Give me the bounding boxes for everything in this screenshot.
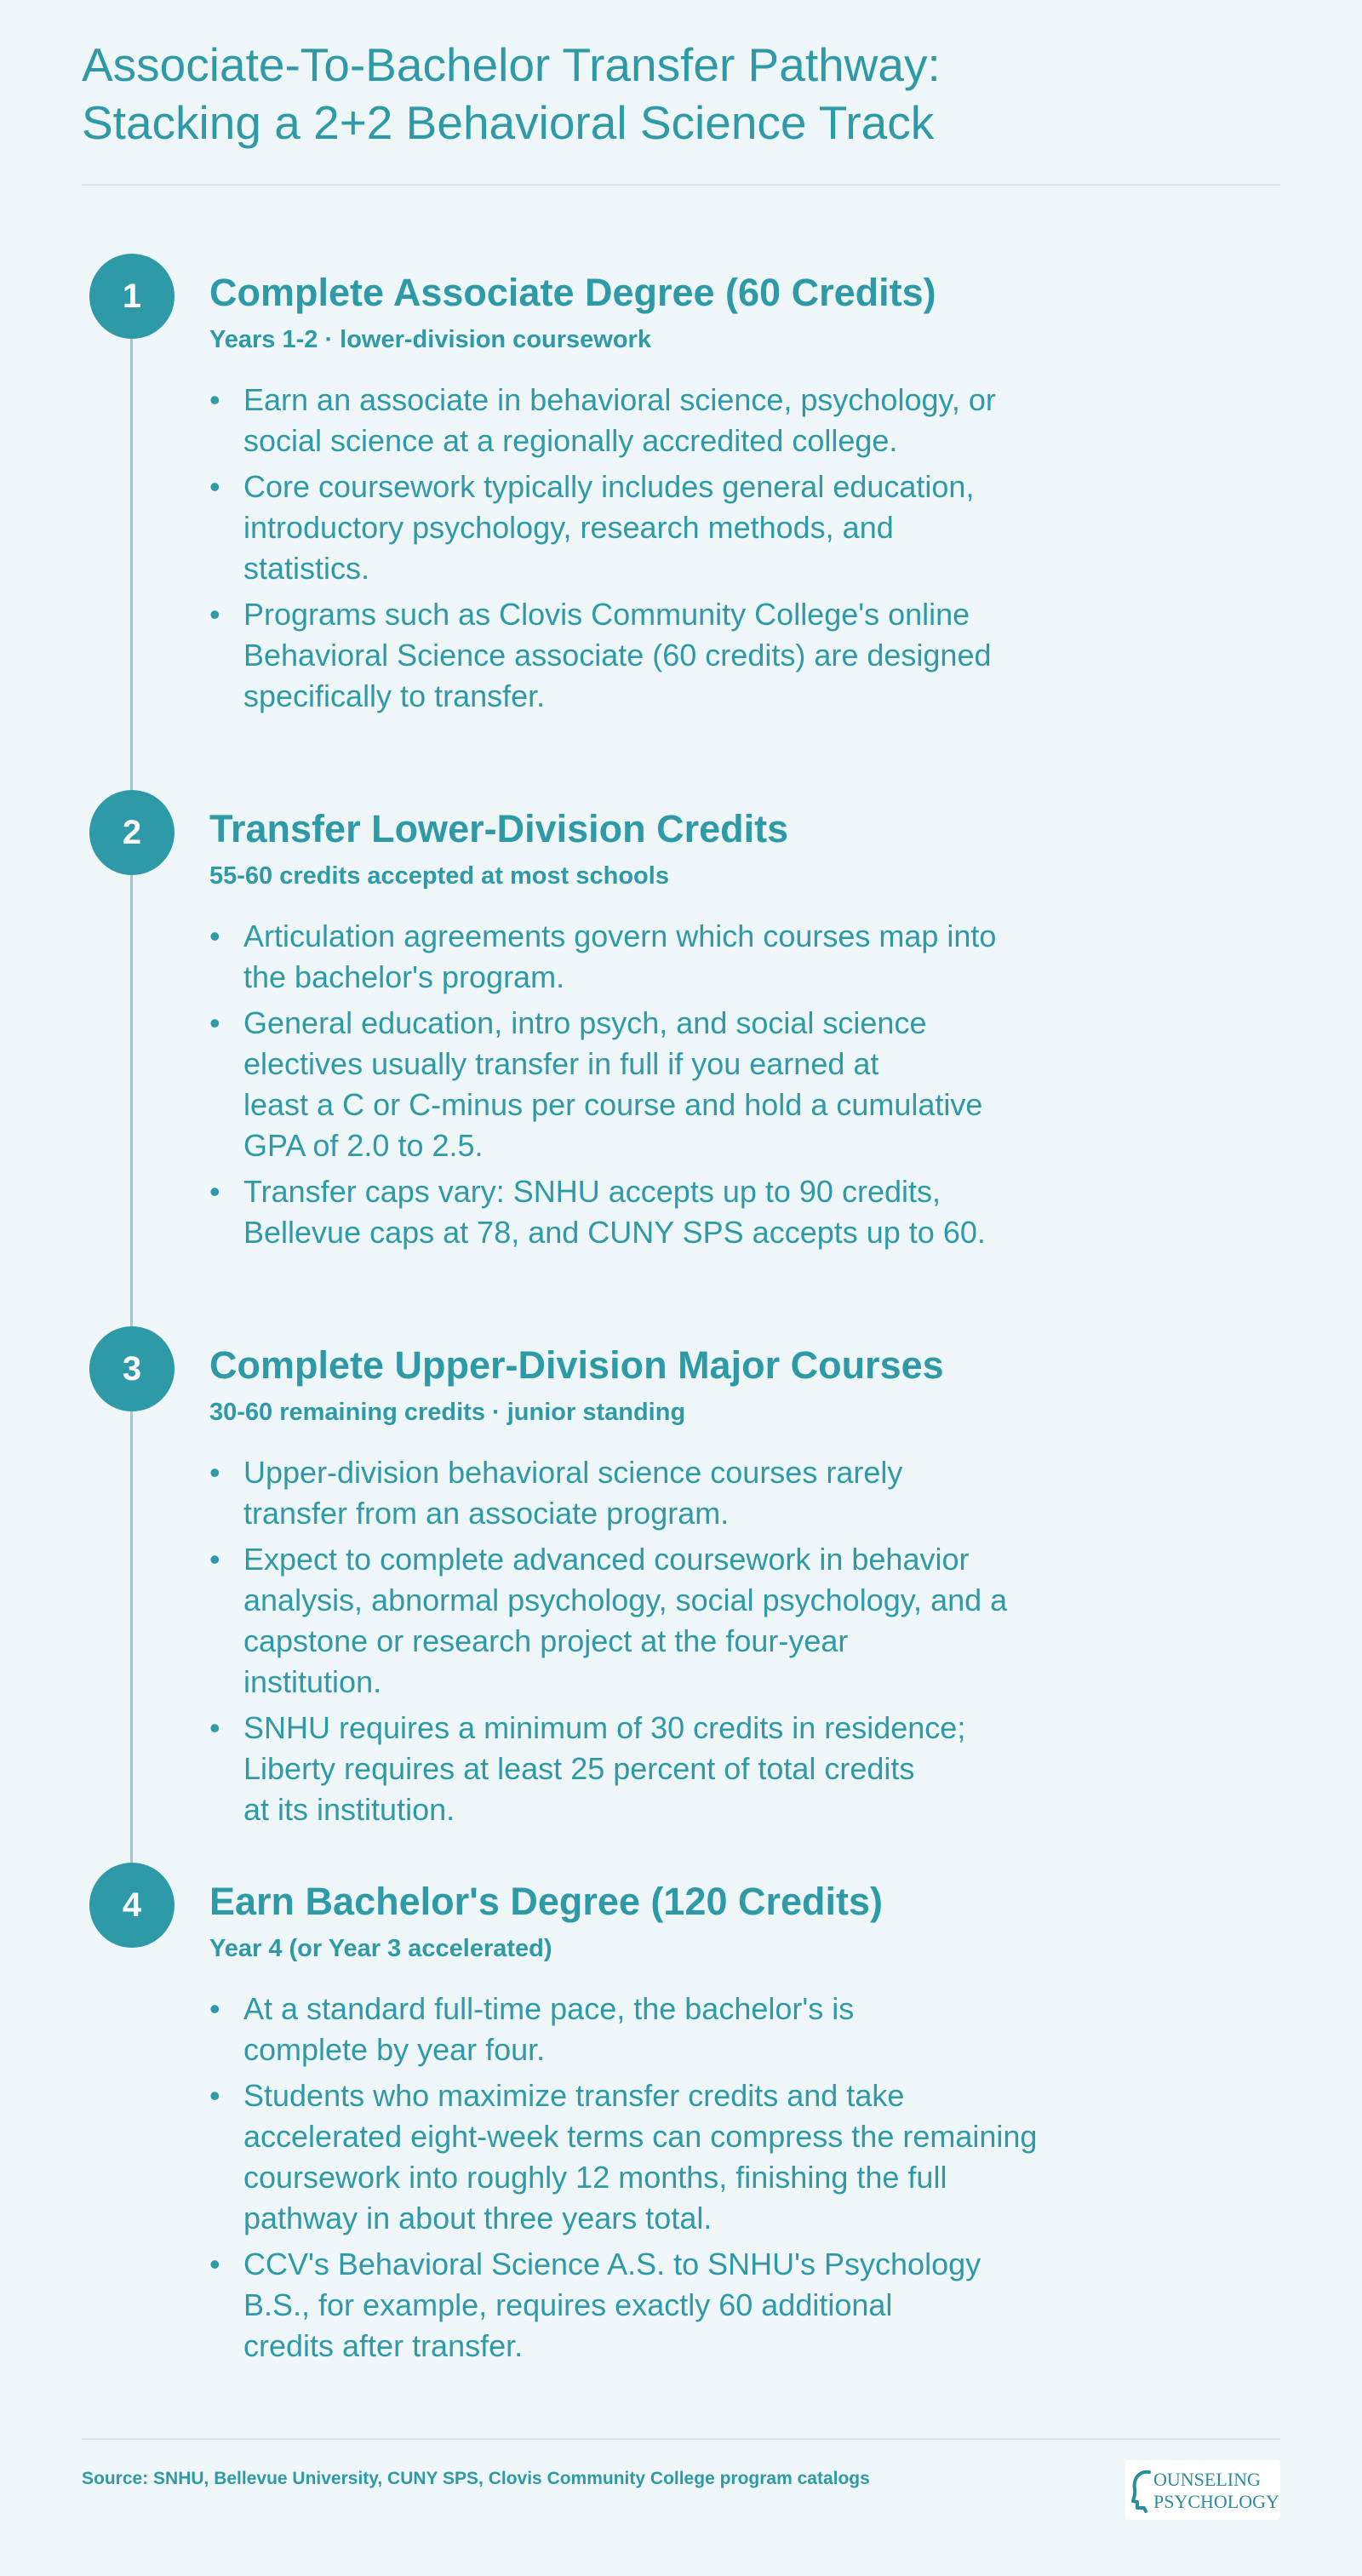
step-title: Earn Bachelor's Degree (120 Credits) [209,1880,884,1923]
bullet-item [209,1539,1146,1703]
page-title-line-1: Associate-To-Bachelor Transfer Pathway: [82,38,941,91]
bullet-line: complete by year four. [243,2032,546,2067]
bullet-line: introductory psychology, research methods, and [243,510,894,545]
bullet-line: specifically to transfer. [243,678,546,713]
bullet-item [209,916,1146,998]
bullet-line: statistics. [243,551,370,586]
step-subtitle: 55-60 credits accepted at most schools [209,862,669,890]
step-title: Complete Upper-Division Major Courses [209,1343,944,1387]
footer-divider [82,2438,1280,2440]
bullet-line: At a standard full-time pace, the bachelor's is [243,1991,855,2026]
bullet-line: Transfer caps vary: SNHU accepts up to 90 credits, [243,1174,941,1209]
bullet-line: B.S., for example, requires exactly 60 additional [243,2287,893,2322]
bullet-dot-icon: • [209,1710,220,1745]
bullet-line: Expect to complete advanced coursework in behavior [243,1542,970,1577]
bullet-dot-icon: • [209,469,220,504]
step-bullet-list [209,1452,1146,1835]
bullet-item [209,1989,1146,2070]
bullet-line: capstone or research project at the four-year [243,1623,849,1658]
counseling-psychology-logo [1125,2460,1280,2520]
bullet-item [209,1171,1146,1253]
bullet-item [209,1003,1146,1166]
step-number-badge: 2 [89,790,175,875]
bullet-line: accelerated eight-week terms can compress the remaining [243,2119,1038,2154]
bullet-line: Earn an associate in behavioral science, psychology, or [243,382,996,417]
bullet-item [209,2244,1146,2367]
logo-text-bottom: PSYCHOLOGY [1153,2491,1279,2512]
step-number-badge: 4 [89,1863,175,1948]
bullet-dot-icon: • [209,382,220,417]
logo-text-top: OUNSELING [1153,2469,1261,2490]
step-title: Transfer Lower-Division Credits [209,807,789,850]
bullet-item [209,1708,1146,1830]
source-note: Source: SNHU, Bellevue University, CUNY SPS, Clovis Community College program catalogs [82,2469,870,2488]
step-subtitle: Years 1-2 · lower-division coursework [209,326,651,353]
bullet-line: Upper-division behavioral science courses rarely [243,1455,903,1490]
step-subtitle: 30-60 remaining credits · junior standing [209,1399,686,1426]
bullet-dot-icon: • [209,1005,220,1040]
bullet-line: General education, intro psych, and social science [243,1005,927,1040]
bullet-line: pathway in about three years total. [243,2201,712,2235]
bullet-line: analysis, abnormal psychology, social psychology, and a [243,1583,1008,1617]
bullet-line: the bachelor's program. [243,959,565,994]
bullet-dot-icon: • [209,2247,220,2281]
bullet-line: at its institution. [243,1792,455,1827]
bullet-line: Core coursework typically includes general education, [243,469,975,504]
step-bullet-list [209,916,1146,1258]
bullet-line: electives usually transfer in full if you earned at [243,1046,879,1081]
head-profile-icon [1130,2467,1156,2513]
bullet-line: SNHU requires a minimum of 30 credits in residence; [243,1710,966,1745]
bullet-item [209,1452,1146,1534]
step-subtitle: Year 4 (or Year 3 accelerated) [209,1935,552,1962]
bullet-line: least a C or C-minus per course and hold a cumulative [243,1087,983,1122]
bullet-line: institution. [243,1664,382,1699]
bullet-item [209,2075,1146,2239]
bullet-line: Students who maximize transfer credits and take [243,2078,905,2113]
bullet-dot-icon: • [209,1174,220,1209]
bullet-item [209,594,1146,717]
bullet-line: coursework into roughly 12 months, finishing the full [243,2160,947,2195]
bullet-item [209,380,1146,461]
bullet-dot-icon: • [209,2078,220,2113]
bullet-dot-icon: • [209,919,220,953]
bullet-line: Bellevue caps at 78, and CUNY SPS accepts up to 60. [243,1215,986,1250]
bullet-line: Articulation agreements govern which courses map into [243,919,997,953]
bullet-line: social science at a regionally accredited college. [243,423,898,458]
step-number-badge: 1 [89,254,175,339]
page-title-line-2: Stacking a 2+2 Behavioral Science Track [82,96,935,149]
bullet-line: credits after transfer. [243,2328,524,2363]
bullet-line: transfer from an associate program. [243,1496,730,1531]
bullet-line: Behavioral Science associate (60 credits) are designed [243,638,992,673]
bullet-line: CCV's Behavioral Science A.S. to SNHU's Psychology [243,2247,981,2281]
bullet-line: GPA of 2.0 to 2.5. [243,1128,484,1163]
page-title [82,36,1188,152]
step-bullet-list [209,1989,1146,2372]
timeline-connector [130,294,133,1911]
bullet-dot-icon: • [209,1991,220,2026]
bullet-dot-icon: • [209,1455,220,1490]
bullet-line: Liberty requires at least 25 percent of total credits [243,1751,915,1786]
header-divider [82,184,1280,186]
bullet-dot-icon: • [209,1542,220,1577]
bullet-line: Programs such as Clovis Community College's online [243,597,970,632]
step-title: Complete Associate Degree (60 Credits) [209,271,936,314]
bullet-item [209,467,1146,589]
step-number-badge: 3 [89,1326,175,1411]
step-bullet-list [209,380,1146,722]
bullet-dot-icon: • [209,597,220,632]
